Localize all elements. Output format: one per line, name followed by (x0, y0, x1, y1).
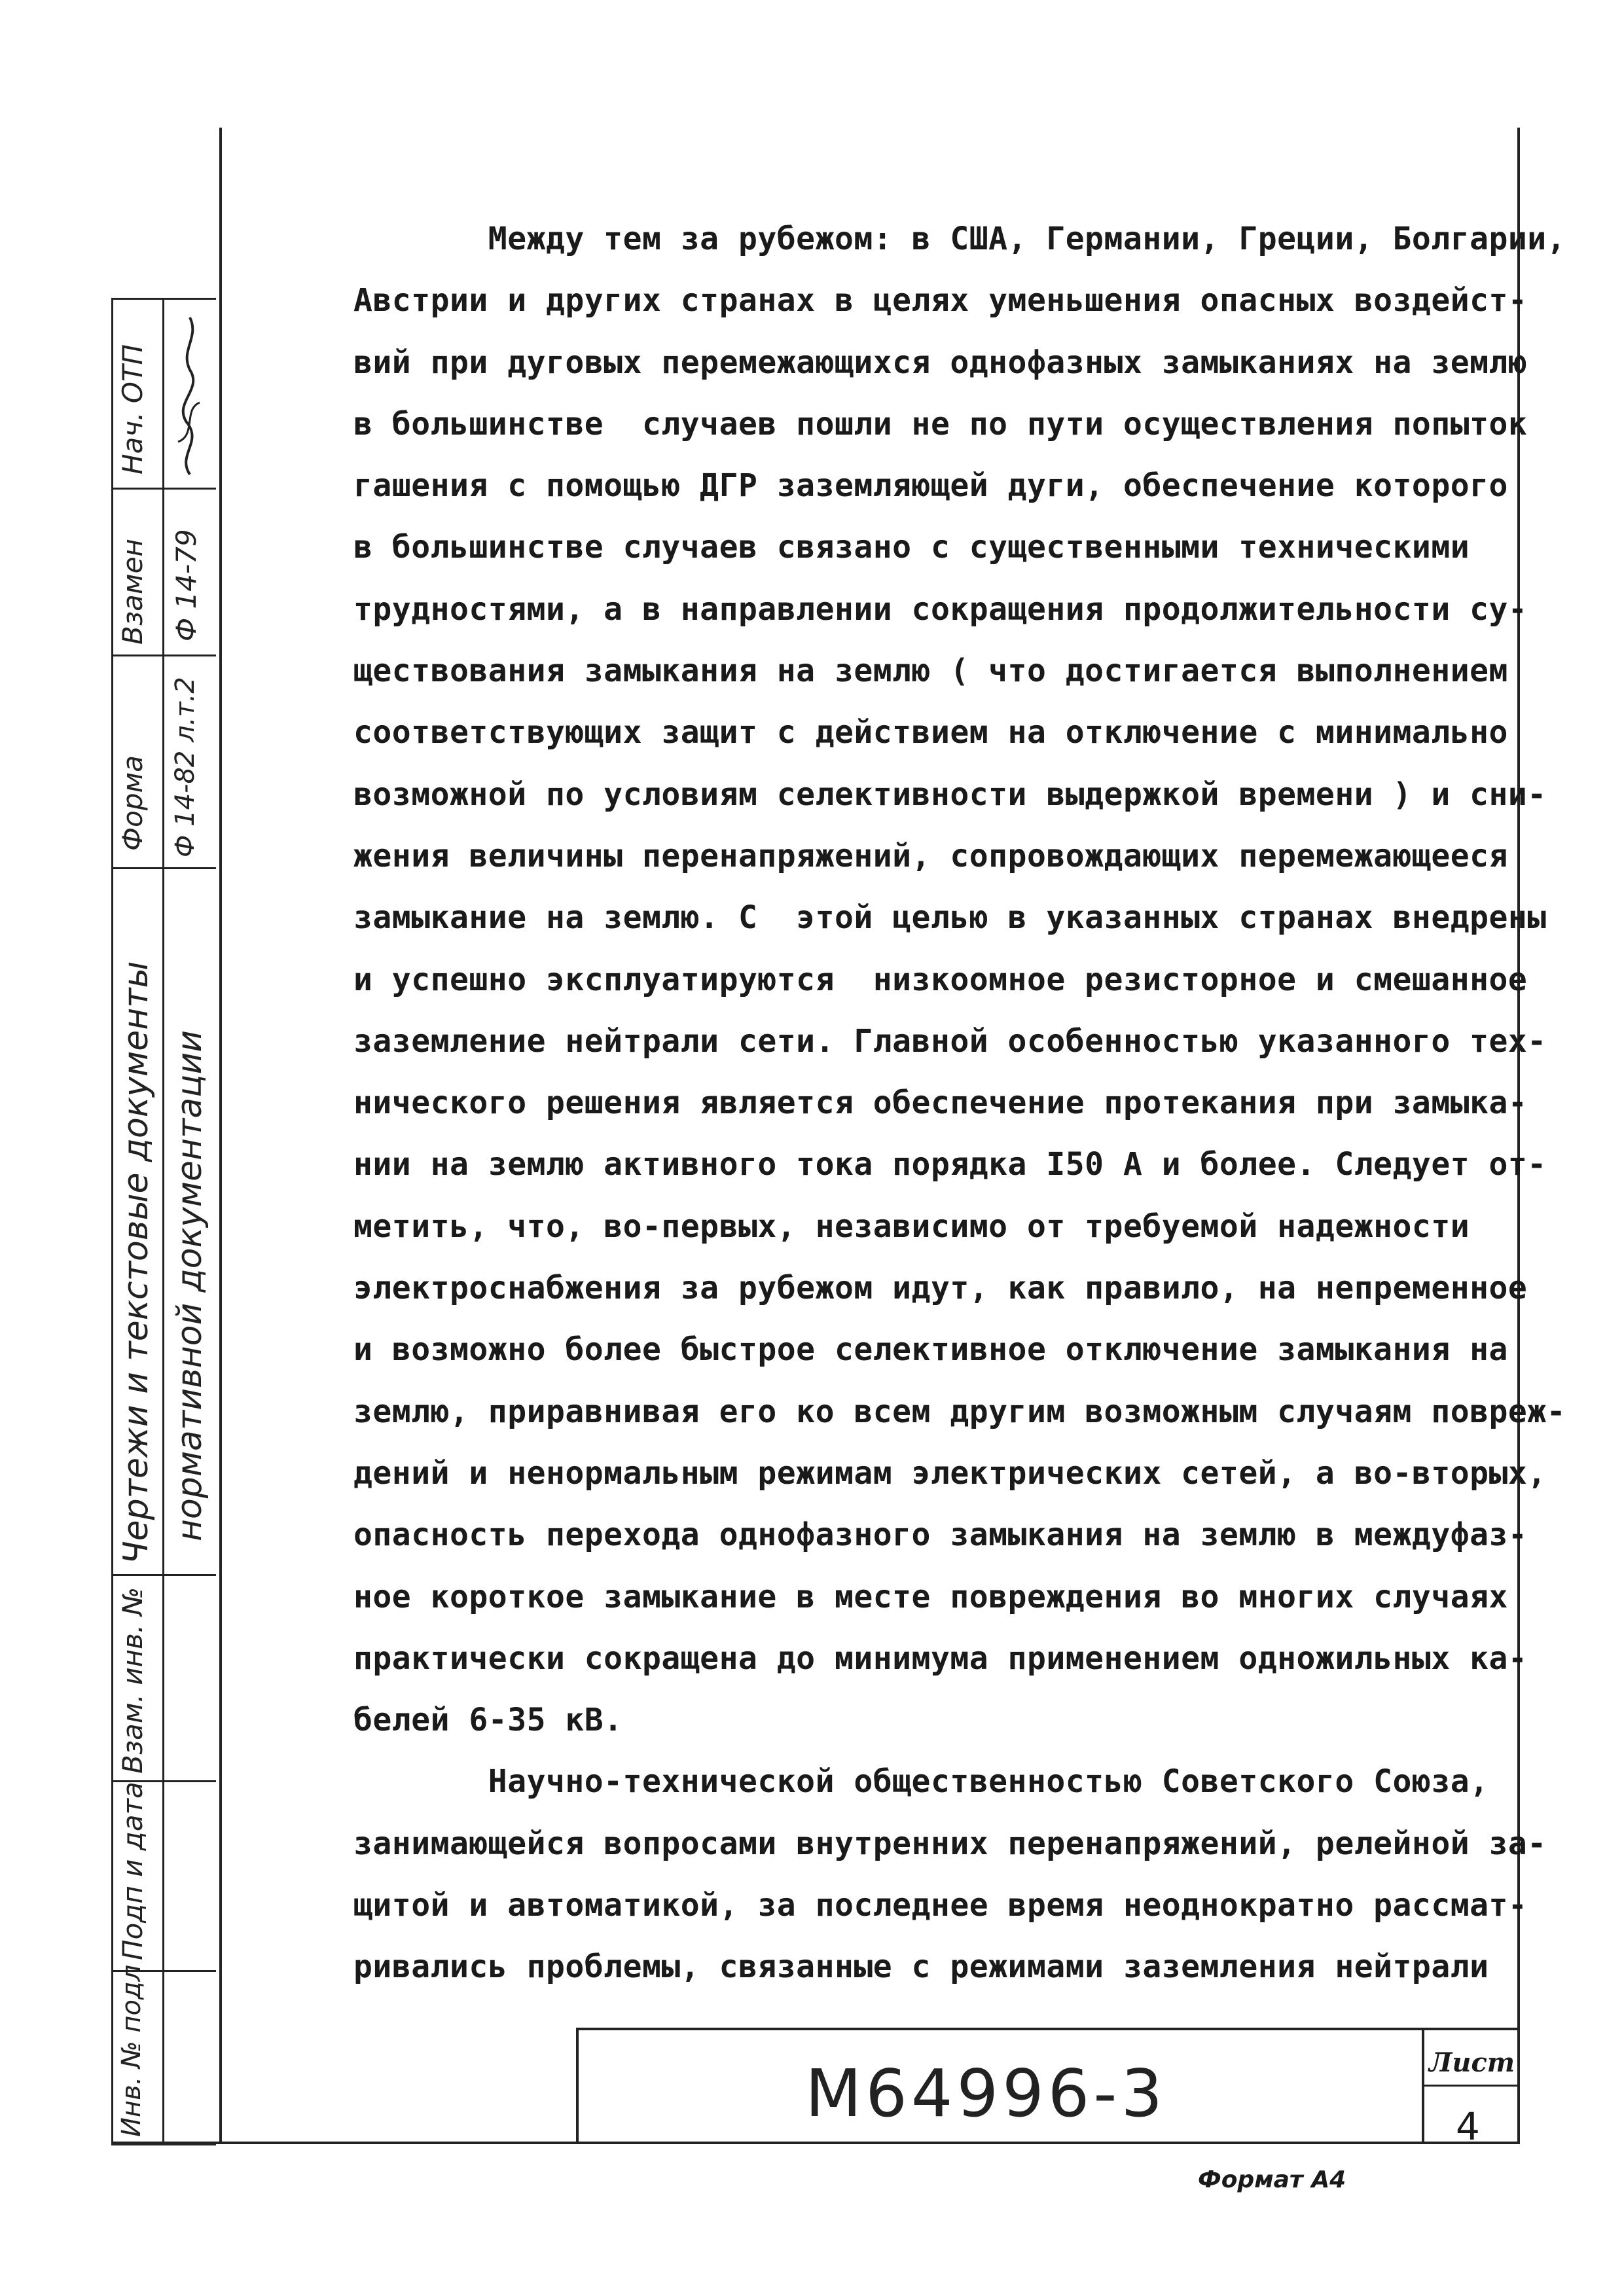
title-block-left-line (576, 2028, 579, 2143)
sheet-label: Лист (1429, 2047, 1515, 2078)
text-line: нического решения является обеспечение протекания при замыка- (353, 1085, 1528, 1122)
text-line: практически сокращена до минимума применением одножильных ка- (353, 1640, 1528, 1677)
text-line: ществования замыкания на землю ( что достигается выполнением (353, 653, 1508, 690)
format-note: Формат А4 (1198, 2166, 1346, 2193)
text-line: замыкание на землю. С этой целью в указанных странах внедрены (353, 899, 1547, 937)
text-line: Между тем за рубежом: в США, Германии, Греции, Болгарии, (353, 221, 1566, 257)
text-line: и возможно более быстрое селективное отключение замыкания на (353, 1331, 1508, 1369)
title-block-top-line (576, 2028, 1519, 2030)
stamp-podp-data: Подп и дата (117, 1782, 149, 1960)
text-line: землю, приравнивая его ко всем другим возможным случаям повреж- (353, 1393, 1566, 1430)
text-line: трудностями, а в направлении сокращения продолжительности су- (353, 590, 1528, 628)
frame-bottom-line (111, 2142, 1520, 2144)
text-line: опасность перехода однофазного замыкания на землю в междуфаз- (353, 1516, 1528, 1554)
stamp-nach-otp-label: Нач. ОТП (117, 344, 149, 475)
text-line: жения величины перенапряжений, сопровождающих перемежающееся (353, 837, 1508, 874)
stamp-divider-2 (111, 655, 216, 656)
text-line: в большинстве случаев пошли не по пути осуществления попыток (353, 405, 1528, 442)
stamp-inv-podl: Инв. № подл (117, 1964, 147, 2137)
left-stamp (111, 298, 216, 2163)
text-line: дений и ненормальным режимам электрических сетей, а во-вторых, (353, 1454, 1547, 1492)
text-line: Научно-технической общественностью Советского Союза, (353, 1763, 1489, 1801)
text-line: в большинстве случаев связано с существенными техническими (353, 529, 1470, 566)
text-line: и успешно эксплуатируются низкоомное резисторное и смешанное (353, 961, 1528, 998)
text-line: Австрии и других странах в целях уменьшения опасных воздейст- (353, 282, 1528, 319)
stamp-category-line2: нормативной документации (170, 1030, 209, 1541)
stamp-vzamen-label: Взамен (117, 539, 149, 645)
text-line: нии на землю активного тока порядка I50 А и более. Следует от- (353, 1146, 1547, 1183)
stamp-category-line1: Чертежи и текстовые документы (117, 961, 156, 1564)
stamp-bottom-line (111, 2144, 216, 2145)
text-line: соответствующих защит с действием на отключение с минимально (353, 714, 1508, 751)
document-code: М64996-3 (805, 2055, 1167, 2132)
stamp-divider-4 (111, 1574, 216, 1576)
text-line: ривались проблемы, связанные с режимами заземления нейтрали (353, 1948, 1489, 1986)
stamp-divider-1 (111, 488, 216, 490)
stamp-vzam-inv: Взам. инв. № (117, 1587, 149, 1774)
text-line: метить, что, во-первых, независимо от требуемой надежности (353, 1208, 1470, 1245)
text-line: электроснабжения за рубежом идут, как правило, на непременное (353, 1270, 1528, 1307)
sheet-number: 4 (1456, 2104, 1480, 2149)
stamp-outer-line (111, 298, 113, 2144)
text-line: занимающейся вопросами внутренних перенапряжений, релейной за- (353, 1825, 1547, 1862)
frame-left-line (219, 128, 222, 2144)
document-body (353, 208, 1566, 1998)
text-line: ное короткое замыкание в месте повреждения во многих случаях (353, 1578, 1508, 1615)
signature-icon (170, 311, 209, 481)
text-line: белей 6-35 кВ. (353, 1702, 623, 1739)
text-line: возможной по условиям селективности выдержкой времени ) и сни- (353, 776, 1547, 813)
text-line: заземление нейтрали сети. Главной особенностью указанного тех- (353, 1022, 1547, 1060)
stamp-top-box-line (162, 298, 164, 867)
stamp-forma-value: Ф 14-82 л.т.2 (170, 677, 200, 857)
text-line: гашения с помощью ДГР заземляющей дуги, обеспечение которого (353, 467, 1508, 505)
text-line: вий при дуговых перемежающихся однофазных замыканиях на землю (353, 344, 1528, 381)
stamp-forma-label: Форма (117, 755, 149, 851)
stamp-vzamen-value: Ф 14-79 (170, 529, 202, 641)
sheet-cell-divider (1422, 2085, 1519, 2087)
stamp-divider-3 (111, 867, 216, 869)
text-line: щитой и автоматикой, за последнее время неоднократно рассмат- (353, 1887, 1528, 1924)
